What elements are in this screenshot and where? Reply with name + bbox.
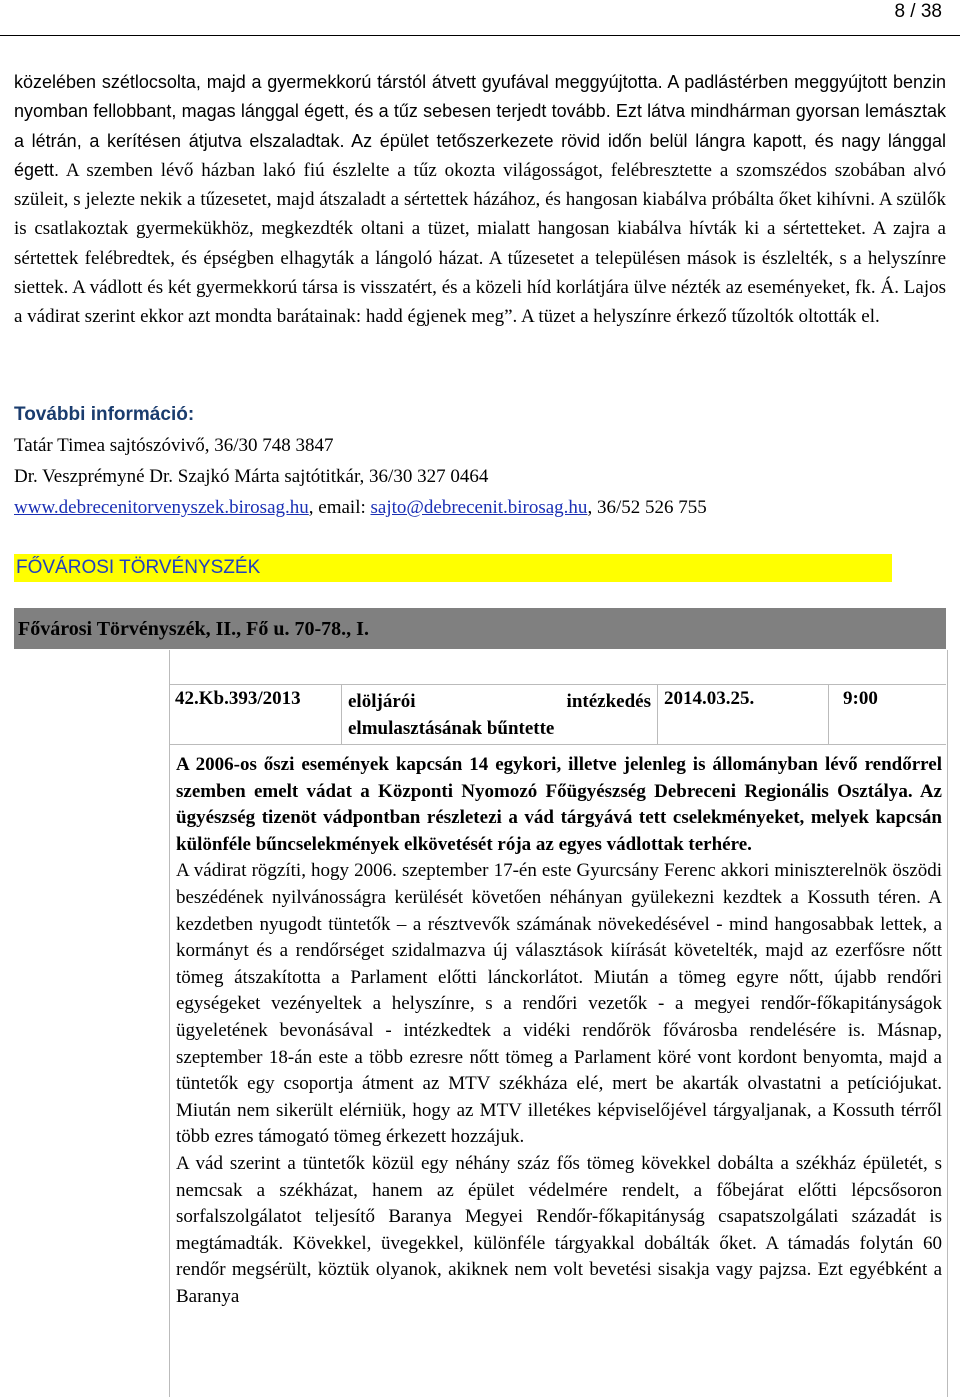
email-label: , email: (308, 497, 371, 518)
case-number: 42.Kb.393/2013 (169, 684, 342, 744)
header-divider (0, 35, 960, 36)
case-time: 9:00 (843, 688, 878, 709)
contact-press-secretary: Dr. Veszprémyné Dr. Szajkó Márta sajtótitkár, 36/30 327 0464 (14, 466, 489, 487)
body-paragraph-cont: A szemben lévő házban lakó fiú észlelte a tűz okozta világosságot, felébresztette a szomszédos szobában alvó szüleit, s jelezte nekik a tűzesetet, majd átszaladt a sértettek házához, és hangosan kiabálva próbálta őket kihívni. A szülők is csatlakoztak gyermekükhöz, megkezdték oltani a tüzet, mialatt hangosan kiabálva hívták ki a sértetteket. A zajra a sértettek felébredtek, és épségben elhagyták a lángoló házat. A tűzesetet a településen mások is észlelték, s a helyszínre siettek. A vádlott és két gyermekkorú társa is visszatért, és a közeli híd korlátjára ülve nézték az eseményeket, fk. Á. Lajos a vádirat szerint ekkor azt mondta barátainak: hadd égjenek meg”. A tüzet a helyszínre érkező tűzoltók oltották el. (14, 159, 946, 328)
case-summary: A 2006-os őszi események kapcsán 14 egykori, illetve jelenleg is állományban lévő rendőrrel szemben emelt vádat a Központi Nyomozó Főügyészség Debreceni Regionális Osztálya. Az ügyészség tizenöt vádpontban részletezi a vád tárgyává tett cselekményeket, melyek kapcsán különféle bűncselekmények elkövetését rója az egyes vádlottak terhére. (176, 754, 942, 855)
email-link[interactable]: sajto@debrecenit.birosag.hu (370, 497, 588, 518)
case-row-divider (169, 744, 946, 745)
court-address-bar: Fővárosi Törvényszék, II., Fő u. 70-78., I. (14, 608, 946, 649)
page-number: 8 / 38 (894, 1, 942, 22)
case-description (176, 752, 942, 1310)
body-paragraph-start: közelében szétlocsolta, majd a gyermekkorú társtól átvett gyufával meggyújtotta. A padlástérben meggyújtott benzin nyomban fellobbant, magas lánggal égett, és a tűz sebesen terjedt tovább. Ezt látva mindhárman gyorsan lemásztak a létrán, a kerítésen átjutva elszaladtak. Az épület tetőszerkezete rövid időn belül lángra kapott, és nagy lánggal égett. (14, 72, 946, 180)
phone-number: , 36/52 526 755 (587, 497, 707, 518)
case-offense (342, 684, 658, 744)
contact-info (14, 399, 946, 523)
contact-spokesperson: Tatár Timea sajtószóvivő, 36/30 748 3847 (14, 435, 334, 456)
contact-links (14, 492, 946, 523)
info-heading: További információ: (14, 404, 195, 425)
body-text (14, 68, 946, 332)
case-offense-line2: elmulasztásának bűntette (348, 718, 555, 739)
case-paragraph-2: A vád szerint a tüntetők közül egy néhány száz fős tömeg kövekkel dobálta a székház épületét, s nemcsak a székházat, hanem az épület védelmére rendelt, a főbejárat előtti lépcsősoron sorfalszolgálatot teljesítő Baranya Megyei Rendőr-főkapitányság csapatszolgálati századát is megtámadták. Kövekkel, üvegekkel, különféle tárgyakkal dobálták őket. A támadás folytán 60 rendőr megsérült, köztük olyanok, akiknek nem volt bevetési sisakja vagy pajzsa. Ezt egyébként a Baranya (176, 1152, 942, 1307)
case-offense-line1: elöljárói intézkedés (348, 691, 651, 712)
case-paragraph-1: A vádirat rögzíti, hogy 2006. szeptember 17-én este Gyurcsány Ferenc akkori miniszterelnök öszödi beszédének nyilvánosságra kerülését követően néhányan gyülekezni kezdtek a Kossuth téren. A kezdetben nyugodt tüntetők – a résztvevők számának növekedésével - mind hangosabbak lettek, a kormányt és a rendőrséget szidalmazva új választások kiírását követelték, majd az ezerfősre nőtt tömeg átszakította a Parlament előtti lánckorlátot. Miután a tömeg egyre nőtt, újabb rendőri egységeket vezényeltek a helyszínre, s a rendőri vezetők - a megyei rendőr-főkapitányságok ügyeletének bevonásával - intézkedtek a vidéki rendőrök fővárosba rendelésére is. Másnap, szeptember 18-án este a több ezresre nőtt tömeg a Parlament köré vont kordont benyomta, majd a tüntetők egy csoportja átment az MTV székháza elé, mert be akarták olvastatni a petíciójukat. Miután nem sikerült elérniük, hogy az MTV illetékes képviselőjével tárgyaljanak, a Kossuth térről több ezres támogató tömeg érkezett hozzájuk. (176, 860, 942, 1148)
court-name-banner: FŐVÁROSI TÖRVÉNYSZÉK (14, 554, 892, 582)
case-date: 2014.03.25. (658, 684, 829, 744)
case-header-row (169, 684, 946, 744)
website-link[interactable]: www.debrecenitorvenyszek.birosag.hu (14, 497, 309, 518)
body-paragraph (14, 68, 946, 332)
